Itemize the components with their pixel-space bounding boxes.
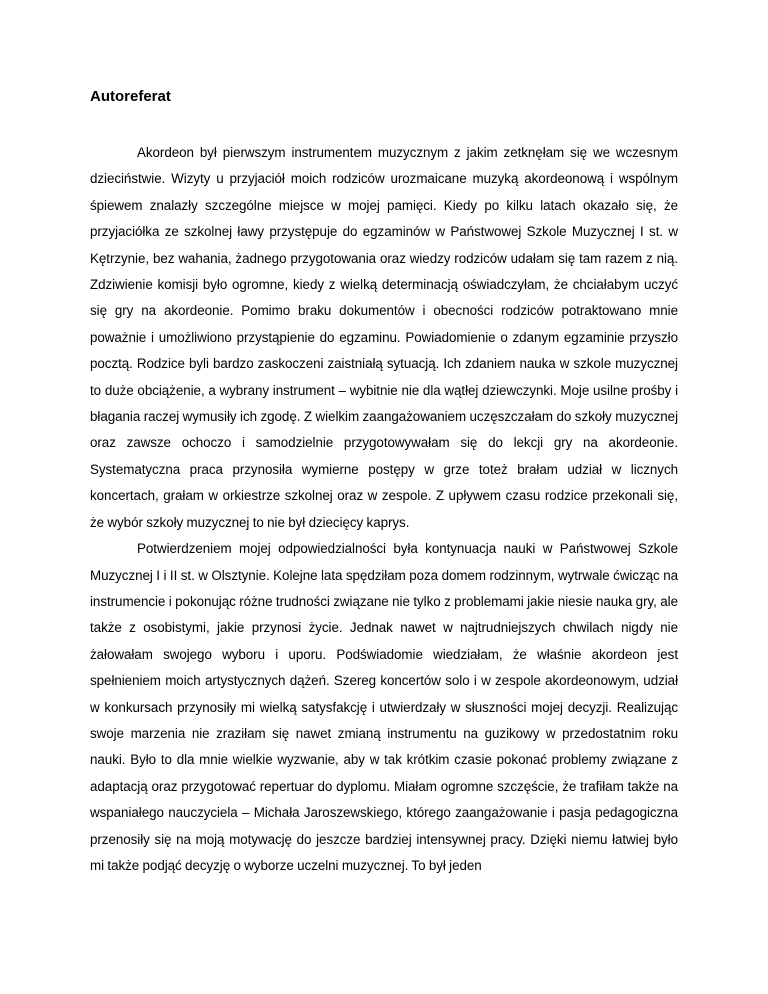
document-title: Autoreferat xyxy=(90,88,171,105)
document-body xyxy=(90,140,678,879)
paragraph-1: Akordeon był pierwszym instrumentem muzycznym z jakim zetknęłam się we wczesnym dzieciństwie. Wizyty u przyjaciół moich rodziców urozmaicane muzyką akordeonową i wspólnym śpiewem znalazły szczególne miejsce w mojej pamięci. Kiedy po kilku latach okazało się, że przyjaciółka ze szkolnej ławy przystępuje do egzaminów w Państwowej Szkole Muzycznej I st. w Kętrzynie, bez wahania, żadnego przygotowania oraz wiedzy rodziców udałam się tam razem z nią. Zdziwienie komisji było ogromne, kiedy z wielką determinacją oświadczyłam, że chciałabym uczyć się gry na akordeonie. Pomimo braku dokumentów i obecności rodziców potraktowano mnie poważnie i umożliwiono przystąpienie do egzaminu. Powiadomienie o zdanym egzaminie przyszło pocztą. Rodzice byli bardzo zaskoczeni zaistniałą sytuacją. Ich zdaniem nauka w szkole muzycznej to duże obciążenie, a wybrany instrument – wybitnie nie dla wątłej dziewczynki. Moje usilne prośby i błagania raczej wymusiły ich zgodę. Z wielkim zaangażowaniem uczęszczałam do szkoły muzycznej oraz zawsze ochoczo i samodzielnie przygotowywałam się do lekcji gry na akordeonie. Systematyczna praca przynosiła wymierne postępy w grze toteż brałam udział w licznych koncertach, grałam w orkiestrze szkolnej oraz w zespole. Z upływem czasu rodzice przekonali się, że wybór szkoły muzycznej to nie był dziecięcy kaprys. xyxy=(90,145,678,530)
paragraph-2: Potwierdzeniem mojej odpowiedzialności była kontynuacja nauki w Państwowej Szkole Muzycznej I i II st. w Olsztynie. Kolejne lata spędziłam poza domem rodzinnym, wytrwale ćwicząc na instrumencie i pokonując różne trudności związane nie tylko z problemami jakie niesie nauka gry, ale także z osobistymi, jakie przynosi życie. Jednak nawet w najtrudniejszych chwilach nigdy nie żałowałam swojego wyboru i uporu. Podświadomie wiedziałam, że właśnie akordeon jest spełnieniem moich artystycznych dążeń. Szereg koncertów solo i w zespole akordeonowym, udział w konkursach przynosiły mi wielką satysfakcję i utwierdzały w słuszności mojej decyzji. Realizując swoje marzenia nie zraziłam się nawet zmianą instrumentu na guzikowy w przedostatnim roku nauki. Było to dla mnie wielkie wyzwanie, aby w tak krótkim czasie pokonać problemy związane z adaptacją oraz przygotować repertuar do dyplomu. Miałam ogromne szczęście, że trafiłam także na wspaniałego nauczyciela – Michała Jaroszewskiego, którego zaangażowanie i pasja pedagogiczna przenosiły się na moją motywację do jeszcze bardziej intensywnej pracy. Dzięki niemu łatwiej było mi także podjąć decyzję o wyborze uczelni muzycznej. To był jeden xyxy=(90,541,678,873)
